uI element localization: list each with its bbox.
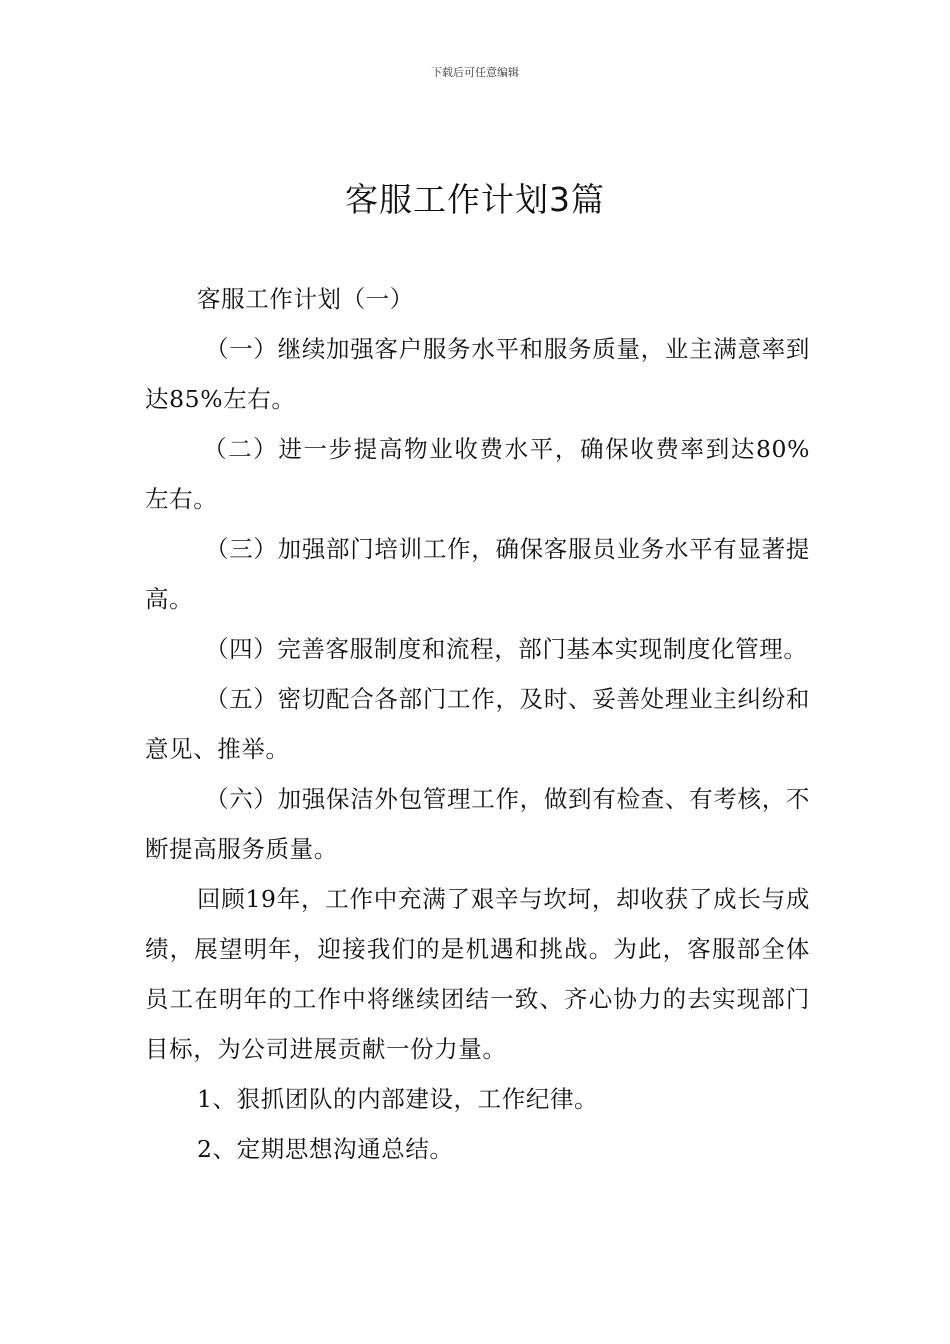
plan-item-6: （六）加强保洁外包管理工作，做到有检查、有考核，不断提高服务质量。 (145, 785, 810, 863)
document-body (145, 274, 810, 1174)
plan-item-2: （二）进一步提高物业收费水平，确保收费率到达80%左右。 (145, 435, 810, 513)
plan-item-3: （三）加强部门培训工作，确保客服员业务水平有显著提高。 (145, 535, 810, 613)
plan-point-2: 2、定期思想沟通总结。 (197, 1135, 454, 1163)
plan-point-1: 1、狠抓团队的内部建设，工作纪律。 (197, 1085, 599, 1113)
plan-item-1: （一）继续加强客户服务水平和服务质量，业主满意率到达85%左右。 (145, 335, 810, 413)
review-paragraph: 回顾19年，工作中充满了艰辛与坎坷，却收获了成长与成绩，展望明年，迎接我们的是机遇和挑战。为此，客服部全体员工在明年的工作中将继续团结一致、齐心协力的去实现部门目标，为公司进展贡献一份力量。 (145, 885, 810, 1063)
header-note: 下载后可任意编辑 (431, 66, 519, 79)
plan-item-4: （四）完善客服制度和流程，部门基本实现制度化管理。 (205, 635, 808, 663)
document-title: 客服工作计划3篇 (345, 180, 605, 219)
section-heading: 客服工作计划（一） (197, 285, 414, 313)
plan-item-5: （五）密切配合各部门工作，及时、妥善处理业主纠纷和意见、推举。 (145, 685, 810, 763)
